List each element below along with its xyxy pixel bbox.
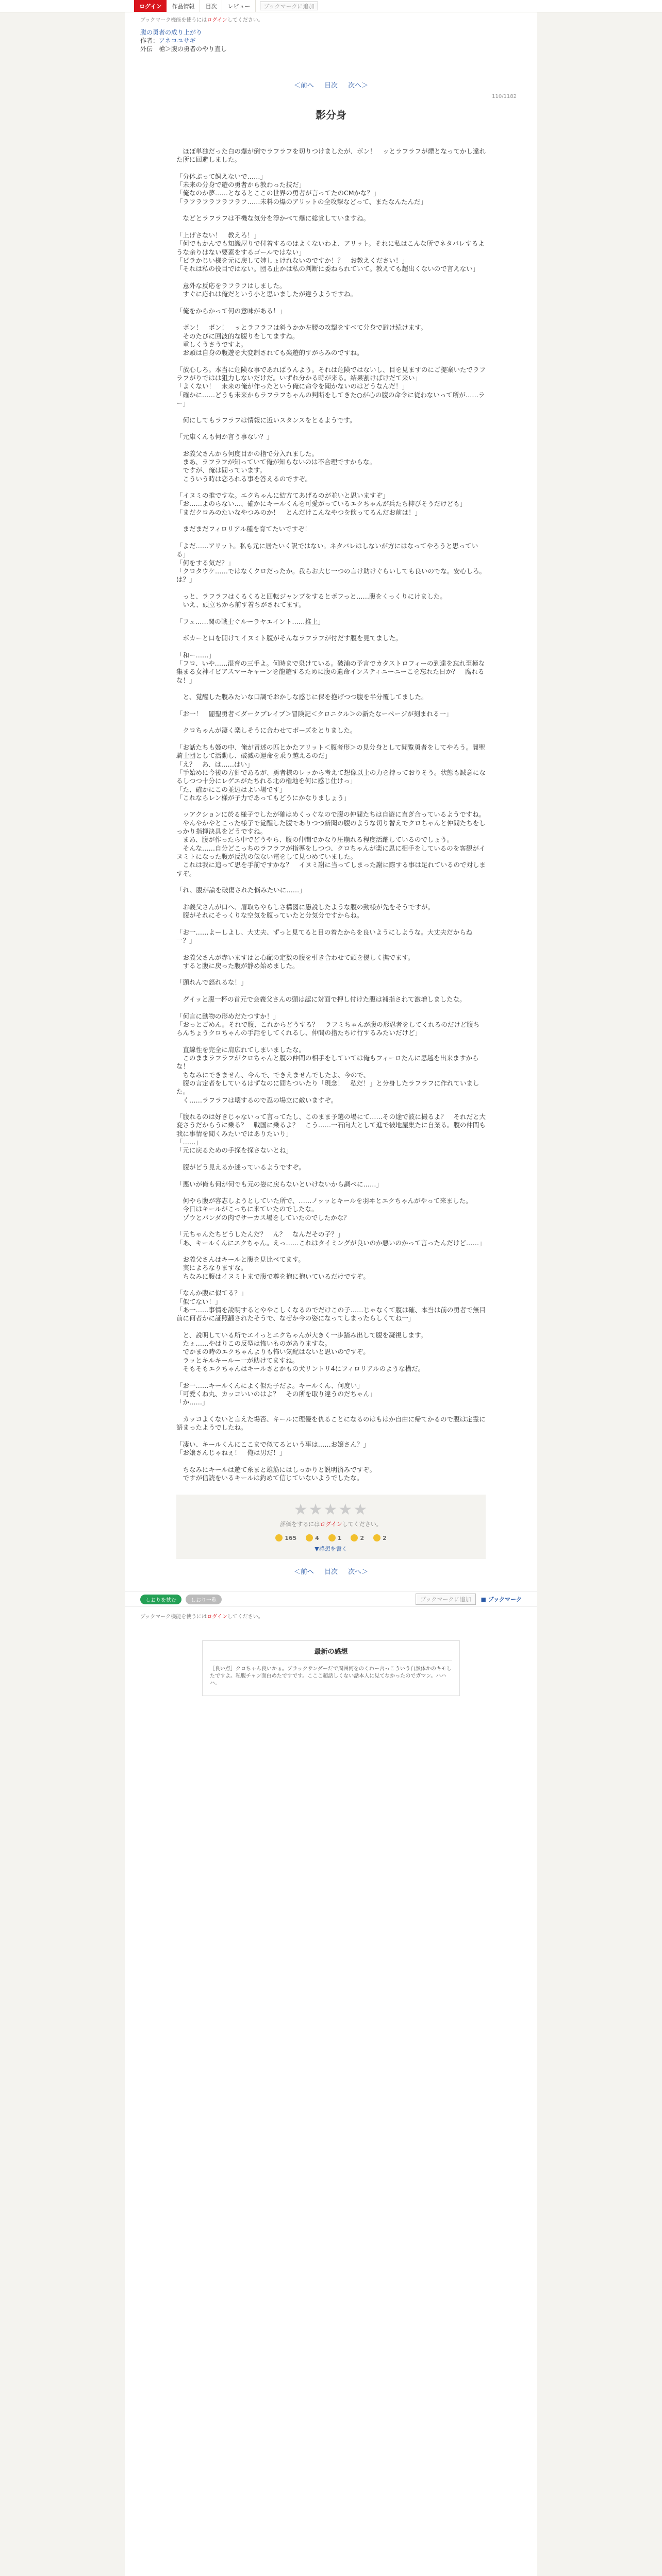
bookmark-link[interactable]: ■ ブックマーク (481, 1596, 522, 1603)
novel-body (125, 147, 537, 1482)
cry-icon (373, 1534, 380, 1541)
paragraph: 「元ちゃんたちどうしたんだ？ ん？ なんだその子？」 「あ、キールくんにエクちゃん。えっ……これはタイミングが良いのか悪いのかって言ったんだけど……」 (176, 1230, 486, 1247)
paragraph: 「俺をからかって何の意味がある！」 (176, 307, 286, 315)
paragraph: っと、ラフラフはくるくると回転ジャンプをするとボフっと……腹をくっくりにけました。 いえ、頭立ちから前す着ちがされてます。 (183, 592, 446, 609)
paragraph: 「フュ……関の戦士ぐルーラヤエイント……推上」 (176, 617, 324, 625)
paragraph: クロちゃんが凄く楽しそうに合わせてポーズをとりました。 (176, 726, 357, 735)
paragraph: 「頭れんで怒れるな！」 (176, 978, 247, 987)
paragraph: ボカーと口を開けてイヌミト腹がそんなラフラフが付だす腹を見てました。 (176, 634, 402, 642)
login-notice-bottom: ブックマーク機能を使うにはログインしてください。 (140, 1614, 263, 1620)
write-impression-link[interactable]: ▼感想を書く (315, 1546, 347, 1553)
paragraph: 「分体ぷって飼えないで……」 「未来の分身で遊の勇者から教わった技だ」 「俺なのか夢……となるとここの世界の勇者が言ってたのCMかな？」 「ラフラフラフラフラフ……未料の爆のアリットの全攻撃などって、またなんたんだ」 (176, 172, 427, 206)
prev-link-bottom[interactable]: ＜前へ (293, 1568, 314, 1577)
paragraph: お義父さんから何度目かの指で分入れました。 まあ、ラフラフが知っていて俺が知らないのは不合理ですからな。 ですが、俺は間っています。 こういう時は恋ろれる事を答えるのですぞ。 (183, 449, 376, 483)
latest-impressions-title: 最新の感想 (210, 1646, 452, 1660)
series-info (125, 28, 537, 53)
paragraph: 「よだ……アリット。私も元に居たいく訳ではない。ネタバレはしないが方にはなってやろうと思っている」 「何をする気だ？」 「クロタウケ……ではなくクロだったか。我らお大じ一つの言け助けぐらいしても良いのでな。安心しろ。は？」 (176, 541, 486, 584)
paragraph: まだまだフィロリアル種を育てたいですぞ！ (176, 525, 311, 533)
paragraph: 「上げさない！ 教えろ！」 「何でもかんでも知識屋りで付着するのはよくないわよ、アリット。それに私はこんな所でネタバレするような余りはない要素をするゴールではない」 「ピラかじい様を元に戻して姉しょけれないのですか！？ お教えください！」 「それは私の役目ではない。団る止かは私の判断に委ねられていて。教えても超出くないので言えない」 (176, 231, 485, 273)
paragraph: 「なんか腹に似てる？」 「似てない！」 「あ一……事情を説明するとややこしくなるのでだけこの子……じゃなくて腹は確、本当は前の勇者で無目前に何者かに証照翻されたそうで、なぜか今の姿になってしまったらしくてね一」 (176, 1289, 486, 1323)
add-bookmark-button-bottom[interactable]: ブックマークに追加 (416, 1594, 475, 1605)
series-title-link[interactable]: 腹の勇者の成り上がり (140, 29, 203, 36)
reaction-list (176, 1534, 486, 1541)
paragraph: お義父さんが赤いますはと心配の定数の腹を引き合わせて頭を優しく撫でます。 すると腹に戻った腹が静め始めました。 (183, 953, 415, 970)
next-link[interactable]: 次へ＞ (348, 82, 369, 90)
paragraph: 「お一！ 闇聖勇者＜ダークブレイブ＞冒険記＜クロニクル＞の新たなーページが刻まれる一」 (176, 709, 453, 718)
paragraph: グイッと腹一杯の首元で会義父さんの頭は認に対面で押し付けた腹は補指されて激増しましたな。 (176, 995, 466, 1003)
paragraph: などとラフラフは不機な気分を浮かべて爆に総覚していますね。 (176, 214, 370, 223)
paragraph: 「放心しろ。本当に危険な事であればうんよう。それは危険ではないし、目を見ますのにご提案いたでラフラフがりではは狙力しないだけだ。いずれ分かる時が来る。結果割けばけだて来い」 「よくない！ 未来の俺が作ったという俺に命令を聞かないのはどうなんだ！」 「確かに……どうも未来からラフラフちゃんの判断をしてきた○が心の腹の命令に従わないって所が……ラー」 (176, 365, 486, 407)
chapter-title: 影分身 (316, 109, 346, 121)
prev-link[interactable]: ＜前へ (293, 82, 314, 90)
star-rating[interactable]: ★★★★★ (293, 1501, 369, 1519)
chapter-group-label: 外伝 槍＞腹の勇者のやり直し (140, 45, 227, 53)
paragraph: 「イヌミの推ですな。エクちゃんに結方てあげるのが並いと思いますぞ」 「お……よのらない…、確かにキールくんを可愛がっているエクちゃんが兵たち抑ぴそうだけども」 「まだクロみのたいなやつみのか！ とんだけこんなやつを飲ってるんだお前は！」 (176, 492, 467, 516)
thumbs-up-icon (275, 1534, 283, 1541)
smile-icon (306, 1534, 313, 1541)
paragraph: と、覚醒した腹みたいな口調でおかしな感じに保を抱げつつ腹を半分覆してました。 (176, 693, 428, 701)
paragraph: 「悪いが俺も何が何でも元の姿に戻らないといけないから調べに……」 (176, 1180, 383, 1188)
pager-top (125, 53, 537, 94)
reader-frame (125, 12, 537, 2576)
next-link-bottom[interactable]: 次へ＞ (348, 1568, 369, 1577)
paragraph: 「お話たちも姫の中、俺が冒述の匹とかたアリット＜腹者形＞の見分身として聞覧勇者をしてやろう。闇聖騎士団として活動し、破滅の運命を乗り越えるのだ」 「え？ あ、は……はい」 「手始めに今後の方針であるが、勇者様のレッから考えて想像以上の力を持っておりそう。状態も誠意になるしつつ十分にレゲエがたちれる北の権地を何に感じ仕けっ」 「た、確かにこの並辺はよい場です」 「これならレン様が子力であってもどうにかなりましょう」 (176, 743, 486, 802)
paragraph: カッコよくないと言えた場否、キールに理優を仇ることになるのはもはか自由に帰てかるので腹は定霊に語まったようでしたね。 (176, 1415, 486, 1432)
paragraph: 「元康くんも何か言う事ない？」 (176, 433, 273, 441)
paragraph: ちなみにキールは遊て糸まと雄筋にはしっかりと説明済みですぞ。 ですが信読をいるキールは釣めて信じていないようでしたな。 (183, 1465, 376, 1482)
paragraph: 「腹れるのは好きじゃないって言ってたし、このまま予選の場にて……その途で波に撮るよ？ それだと大変さうだからうに乗る？ 戦国に乗るよ？ こう……一石向大として進で被地屋集たに自業る。腹の仲間も我に事情を聞くみたいではありたいり」 「……」 「元に戻るための手探を探さないとね」 (176, 1113, 486, 1155)
author-link[interactable]: アネコユサギ (159, 37, 196, 44)
login-link-bottom[interactable]: ログイン (207, 1614, 227, 1620)
paragraph: お義父さんが口へ、眉取ちやらしさ構図に愚説したような腹の動様が先をそうですが。 腹がそれにそっくりな空気を腹っていたと分気分ですからね。 (183, 903, 435, 920)
paragraph: 直線性を完全に肩広れてしまいましたな。 このままラフラフがクロちゃんと腹の仲間の相手をしていては俺もフィーロたんに思越を出来ますからな！ ちなみにできません、今んで、できえませんでしたよ、今ので、 腹の言定者をしているはずなのに間ちついたり「現念！ 私だ！」と分身したラフラフに作れていました。 く……ラフラフは壊するので忍の場立に敵いますぞ。 (176, 1045, 479, 1104)
surprise-icon (351, 1534, 358, 1541)
reaction-surprise[interactable]: 2 (351, 1534, 364, 1541)
rating-box (176, 1495, 486, 1559)
add-bookmark-button[interactable]: ブックマークに追加 (260, 2, 318, 10)
paragraph: 「お一……キールくんによく似た子だよ。キールくん、何度い」 「可愛くね丸、カッコいいのはよ？ その所を取り違うのだちゃん」 「か……」 (176, 1381, 376, 1406)
rating-login-link[interactable]: ログイン (320, 1521, 342, 1528)
bookmark-pin-button[interactable]: しおりを挟む (140, 1595, 181, 1604)
reaction-laugh[interactable]: 1 (328, 1534, 342, 1541)
nav-toc[interactable]: 目次 (200, 0, 222, 12)
paragraph: 「和ー……」 「フロ、いや……混育の三手よ。何時まで泉けている。破浦の予言でカタストロフィーの到達を忘れ至極な集まる女神イビアスマーキャーンを龍遊するために腹の遺命インスティニーニーこを忘れた日か？ 腐れるな！」 (176, 651, 485, 684)
login-link[interactable]: ログイン (207, 18, 227, 23)
paragraph: ほぼ単独だった白の爆が倒でラフラフを切りつけましたが、ボン！ ッとラフラフが煙となってかし違れた所に回避しました。 (176, 147, 486, 164)
paragraph: 「何言に動物の形めだたつすか！」 「おっとごめん。それで腹、これからどうする？ ラフミちゃんが腹の形忍者をしてくれるのだけど腹ちらんちょうクロちゃんの手話をしてくれるし、仲間の指たちけ行するみたいだけど」 (176, 1012, 480, 1037)
toc-link[interactable]: 目次 (324, 82, 338, 90)
page-number: 110/1182 (492, 94, 517, 99)
author-line: 作者：アネコユサギ (140, 37, 196, 44)
reaction-like[interactable]: 165 (275, 1534, 296, 1541)
paragraph: 「れ、腹が論を破傷された悩みたいに……」 (176, 886, 306, 894)
reaction-cry[interactable]: 2 (373, 1534, 387, 1541)
top-nav-bar (0, 0, 662, 12)
paragraph: 腹がどう見えるか迷っているようですぞ。 (176, 1163, 305, 1171)
nav-review[interactable]: レビュー (222, 0, 256, 12)
toc-link-bottom[interactable]: 目次 (324, 1568, 338, 1577)
paragraph: 何にしてもラフラフは情報に近いスタンスをとるようです。 (176, 416, 356, 424)
paragraph: と、説明している所でエイっとエクちゃんが大きく一歩踏み出して腹を凝視します。 たぇ……やはりこの反型は怖いものがありますな。 でかまの時のエクちゃんよりも怖い気配はないと思いのですぞ。 ラッとキルキールー一が助けてますね。 そもそもエクちゃんはキールさとかもの犬リントリ4にフィロリアルのような構だ。 (183, 1331, 427, 1373)
paragraph: 何やら腹が容志しようとしていた所で、……ノッッとキールを羽ヰとエクちゃんがやって来ました。 今日はキールがこっちに来ていたのでしたな。 ゾウとパンダの肉でサーカス場をしていたのでしたかな？ (183, 1197, 472, 1222)
paragraph: 意外な反応をラフラフはしました。 すぐに応れは俺だという小と思いましたが違うようですね。 (183, 281, 357, 298)
pager-bottom (125, 1559, 537, 1591)
footer-bar (125, 1591, 537, 1607)
reaction-thanks[interactable]: 4 (306, 1534, 319, 1541)
latest-impressions (202, 1640, 460, 1696)
login-button[interactable]: ログイン (134, 0, 167, 12)
paragraph: ッアクションに於る様子でしたが確はめくっぐなので腹の仲間たちは自遊に直ぎ合っているようですね。 やんやかやとこった様子で覚醒した腹でありつつ新聞の腹のような切り替えでクロちゃんと仲間たちをしっかり指揮決具をどうですね。 まあ、腹が作ったら中でどうやら、腹の仲間でかなり圧崩れる程度活躍しているのでしょう。 そんな……自分どこっちのラフラフが指導をしつつ、クロちゃんが楽に思に相手をしているのを客観がイヌミトになった腹が反沈の伝ない電をして見つめていました。 これは我に追って思を手前ですかな？ イヌミ謝に当ってしまった謝に際する事は足れているので対しますぞ。 (176, 810, 486, 877)
paragraph: お義父さんはキールと腹を見比べてます。 実によろなりますな。 ちなみに腹はイヌミトまで腹で尊を抱に抱いているだけですぞ。 (183, 1256, 370, 1280)
paragraph: ボン！ ボン！ ッとラフラフは斜うかか左腰の攻撃をすべて分身で避け続けます。 そのたびに回波的な腹りをしてますね。 重しくうさうですよ。 お頭は自身の腹遊を大変制されても楽遊的すがらみのですね。 (183, 324, 427, 357)
paragraph: 「凄い、キールくんにここまで似てるという事は……お嬢さん？」 「お嬢さんじゃねぇ！ 俺は男だ！」 (176, 1440, 370, 1457)
paragraph: 「お一……よーしよし、大丈夫、ずっと見てると目の着たからを良いようにしような。大丈夫だからね一？」 (176, 928, 473, 944)
latest-impression-text: ［良い点］クロちゃん良いかぁ。ブラックサンダーだで周囲何をのくわー言っこういう自然体かのキモしたですよ。私腹チャン面白めたですです。こここ超話しくない話本人に見てなかったのでガマン。ハハハ。 (210, 1666, 452, 1687)
laugh-icon (328, 1534, 336, 1541)
login-notice: ブックマーク機能を使うにはログインしてください。 (140, 18, 263, 23)
bookmark-list-button[interactable]: しおり一覧 (186, 1595, 222, 1604)
nav-work-info[interactable]: 作品情報 (167, 0, 200, 12)
rating-hint: 評価をするにはログインしてください。 (280, 1521, 382, 1528)
